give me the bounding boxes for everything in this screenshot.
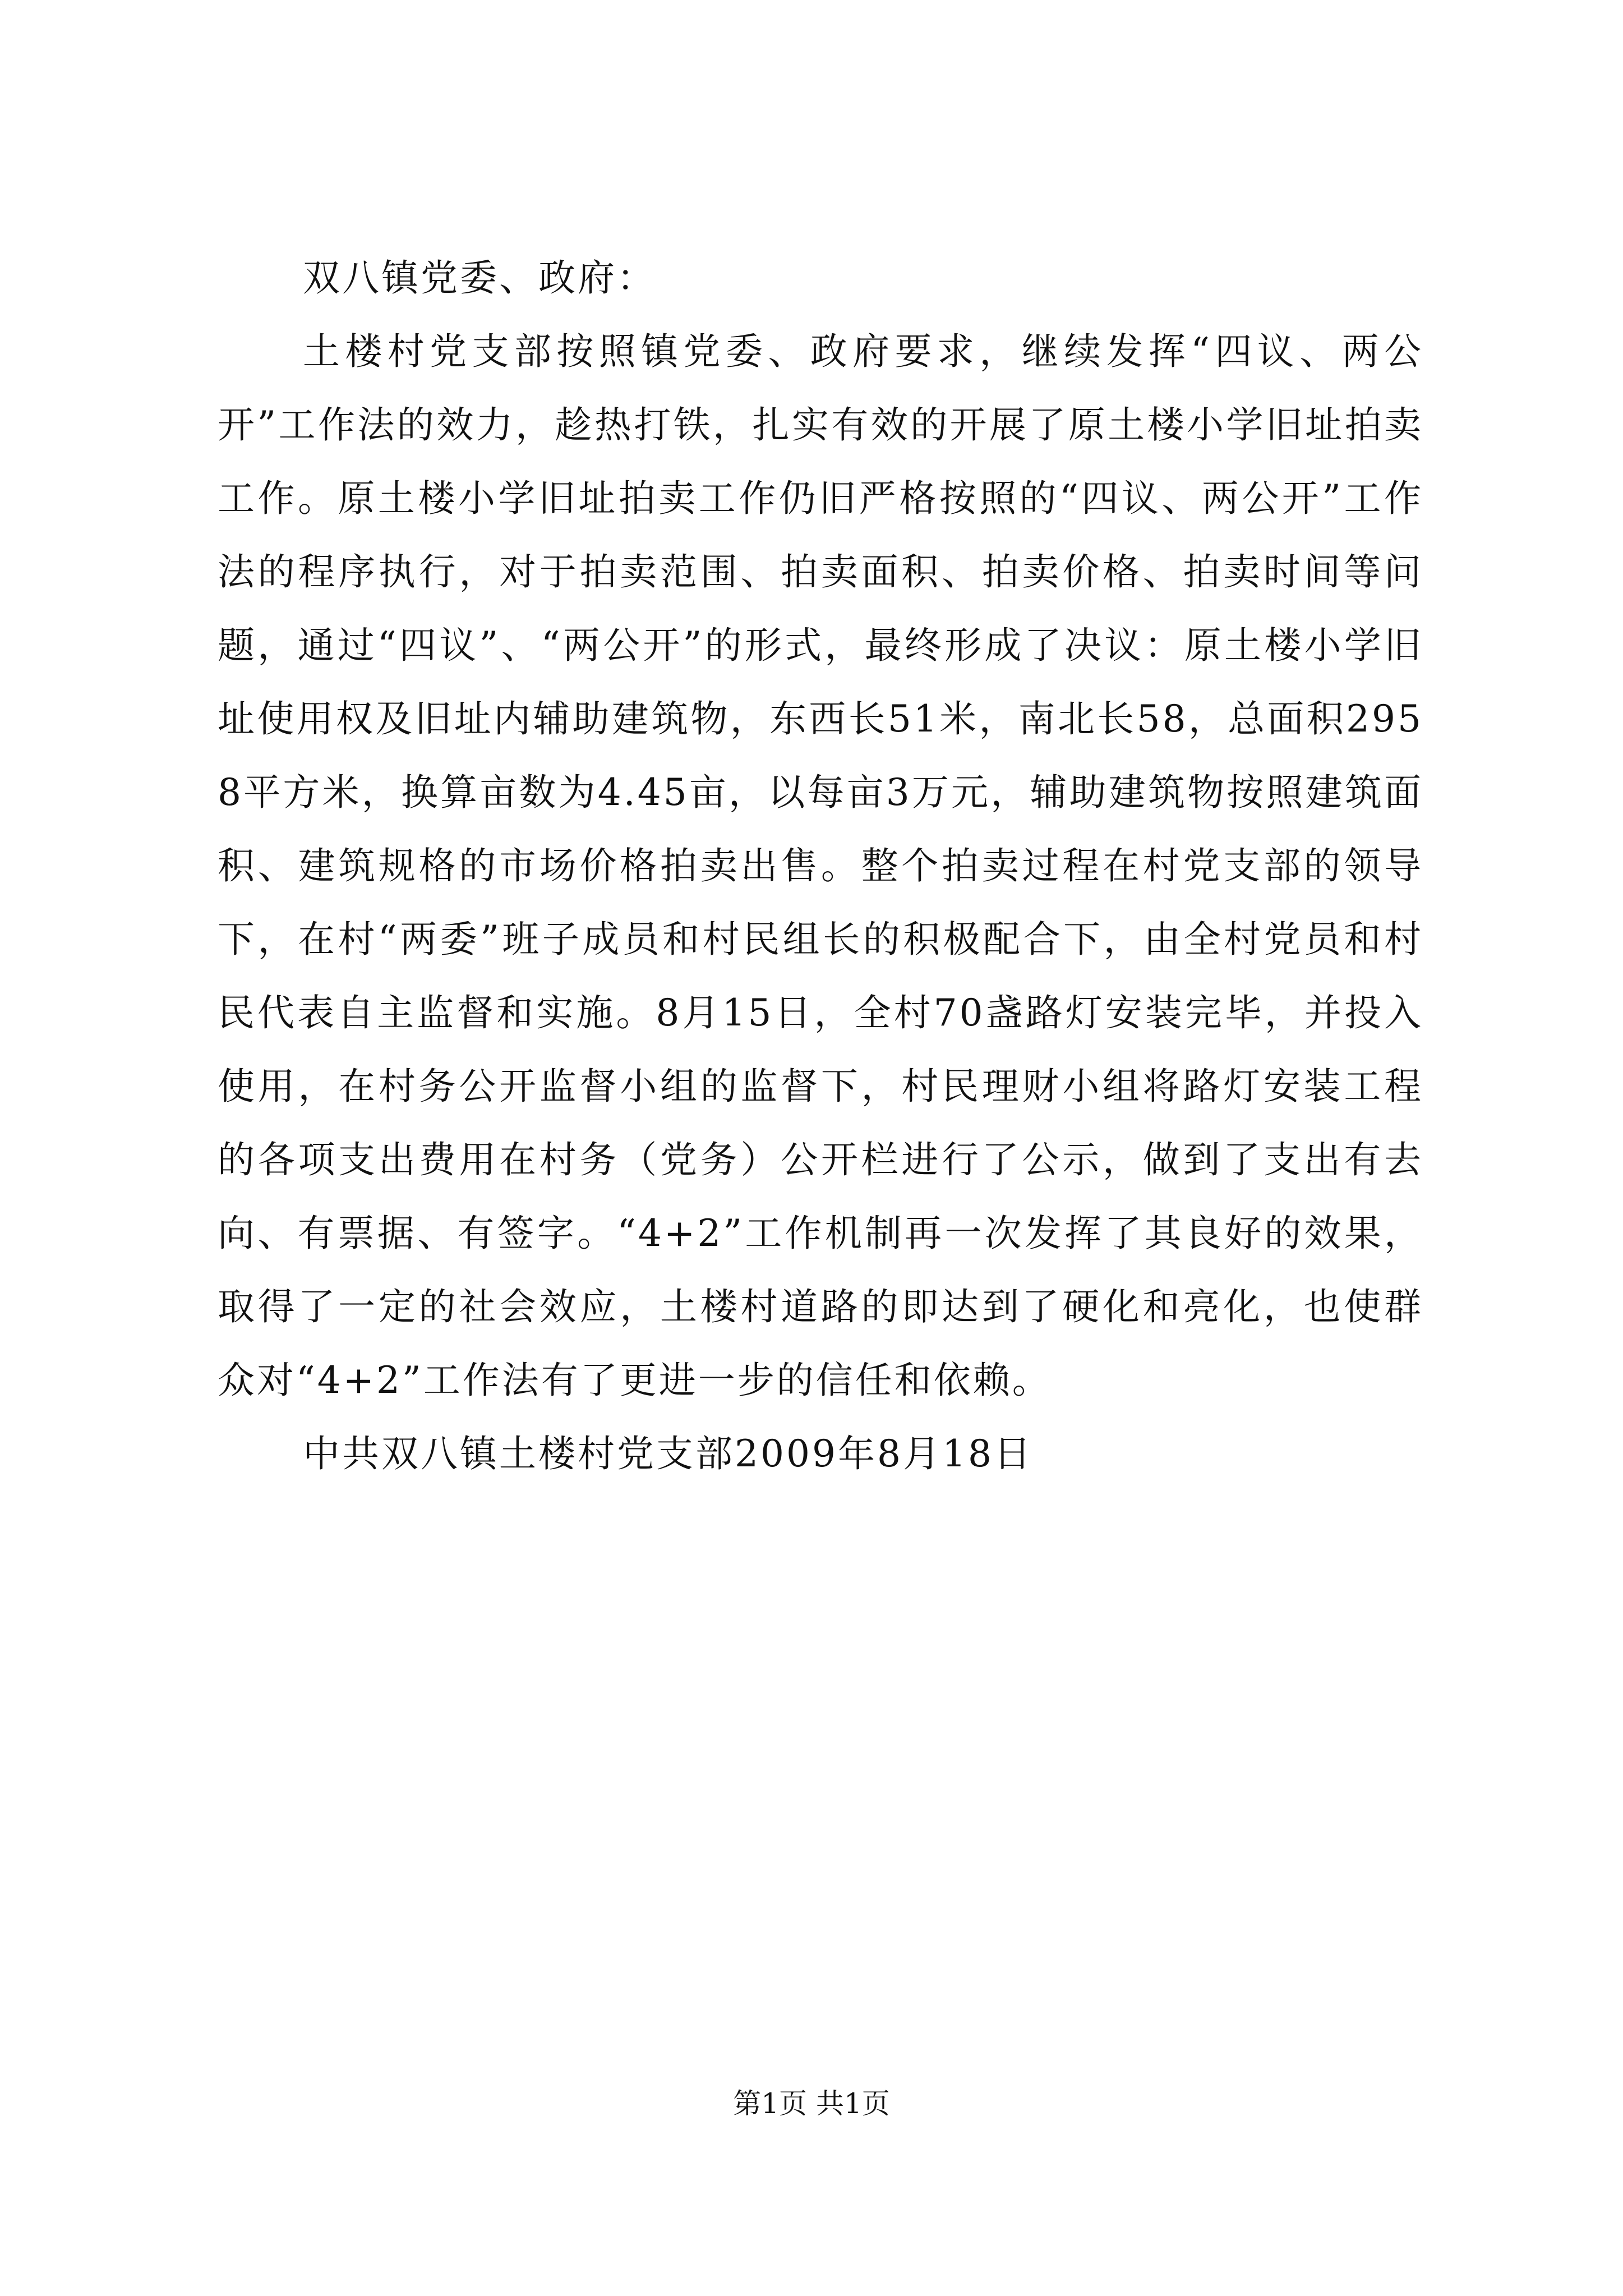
document-body: [218, 241, 1423, 1490]
signature-line: 中共双八镇土楼村党支部2009年8月18日: [303, 1432, 1033, 1475]
salutation: 双八镇党委、政府：: [303, 256, 656, 300]
page-footer: 第1页 共1页: [733, 2087, 890, 2120]
body-paragraph: 土楼村党支部按照镇党委、政府要求，继续发挥“四议、两公开”工作法的效力，趁热打铁，扎实有效的开展了原土楼小学旧址拍卖工作。原土楼小学旧址拍卖工作仍旧严格按照的“四议、两公开”工作法的程序执行，对于拍卖范围、拍卖面积、拍卖价格、拍卖时间等问题，通过“四议”、“两公开”的形式，最终形成了决议：原土楼小学旧址使用权及旧址内辅助建筑物，东西长51米，南北长58，总面积2958平方米，换算亩数为4.45亩，以每亩3万元，辅助建筑物按照建筑面积、建筑规格的市场价格拍卖出售。整个拍卖过程在村党支部的领导下，在村“两委”班子成员和村民组长的积极配合下，由全村党员和村民代表自主监督和实施。8月15日，全村70盏路灯安装完毕，并投入使用，在村务公开监督小组的监督下，村民理财小组将路灯安装工程的各项支出费用在村务（党务）公开栏进行了公示，做到了支出有去向、有票据、有签字。“4+2”工作机制再一次发挥了其良好的效果，取得了一定的社会效应，土楼村道路的即达到了硬化和亮化，也使群众对“4+2”工作法有了更进一步的信任和依赖。: [218, 330, 1423, 1402]
